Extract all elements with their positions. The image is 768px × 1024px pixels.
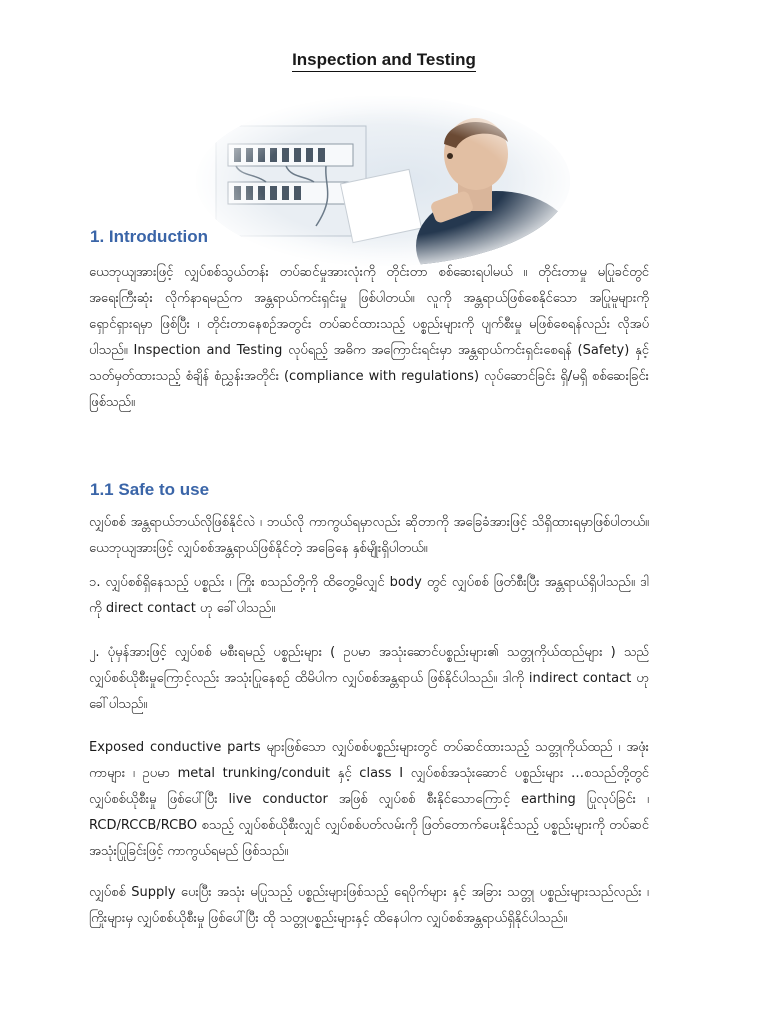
technician-photo-illustration	[196, 96, 570, 266]
safe-paragraph-4: Exposed conductive parts များဖြစ်သော လျှပ်စစ်ပစ္စည်းများတွင် တပ်ဆင်ထားသည့် သတ္တုကိုယ်ထည် ၊ အဖုံးကာများ ၊ ဥပမာ metal trunking/conduit နှင့် class I လျှပ်စစ်အသုံးဆောင် ပစ္စည်းများ …စသည်တို့တွင် လျှပ်စစ်ယိုစီးမှု ဖြစ်ပေါ်ပြီး live conductor အဖြစ် လျှပ်စစ် စီးနိုင်သောကြောင့် earthing ပြုလုပ်ခြင်း ၊ RCD/RCCB/RCBO စသည့် လျှပ်စစ်ယိုစီးလျှင် လျှပ်စစ်ပတ်လမ်းကို ဖြတ်တောက်ပေးနိုင်သည့် ပစ္စည်းများကို တပ်ဆင်အသုံးပြုခြင်းဖြင့် ကာကွယ်ရမည် ဖြစ်သည်။	[89, 740, 649, 859]
section-heading-safe-to-use: 1.1 Safe to use	[90, 480, 210, 499]
safe-paragraph-5: လျှပ်စစ် Supply ပေးပြီး အသုံး မပြုသည့် ပစ္စည်းများဖြစ်သည့် ရေပိုက်များ နှင့် အခြား သတ္တု ပစ္စည်းများသည်လည်း ၊ ကြိုးများမှ လျှပ်စစ်ယိုစီးမှု ဖြစ်ပေါ်ပြီး ထို သတ္တုပစ္စည်းများနှင့် ထိနေပါက လျှပ်စစ်အန္တရာယ်ရှိနိုင်ပါသည်။	[89, 885, 649, 926]
technician-photo	[196, 96, 570, 266]
safe-paragraph-2: ၁. လျှပ်စစ်ရှိနေသည့် ပစ္စည်း ၊ ကြိုး စသည်တို့ကို ထိတွေ့မိလျှင် body တွင် လျှပ်စစ် ဖြတ်စီးပြီး အန္တရာယ်ရှိပါသည်။ ဒါကို direct contact ဟု ခေါ်ပါသည်။	[89, 575, 649, 616]
intro-paragraph: ယေဘုယျအားဖြင့် လျှပ်စစ်သွယ်တန်း တပ်ဆင်မှုအားလုံးကို တိုင်းတာ စစ်ဆေးရပါမယ် ။ တိုင်းတာမှု မပြုခင်တွင် အရေးကြီးဆုံး လိုက်နာရမည်က အန္တရာယ်ကင်းရှင်းမှု ဖြစ်ပါတယ်။ လူကို အန္တရာယ်ဖြစ်စေနိုင်သော အပြုမူများကို ရှောင်ရှားရမှာ ဖြစ်ပြီး ၊ တိုင်းတာနေစဉ်အတွင်း တပ်ဆင်ထားသည့် ပစ္စည်းများကို ပျက်စီးမှု မဖြစ်စေရန်လည်း လိုအပ်ပါသည်။ Inspection and Testing လုပ်ရည့် အဓိက အကြောင်းရင်းမှာ အန္တရာယ်ကင်းရှင်းစေရန် (Safety) နှင့် သတ်မှတ်ထားသည့် စံချိန် စံညွှန်းအတိုင်း (compliance with regulations) လုပ်ဆောင်ခြင်း ရှိ/မရှိ စစ်ဆေးခြင်းဖြစ်သည်။	[89, 265, 649, 410]
safe-paragraph-1: လျှပ်စစ် အန္တရာယ်ဘယ်လိုဖြစ်နိုင်လဲ ၊ ဘယ်လို ကာကွယ်ရမှာလည်း ဆိုတာကို အခြေခံအားဖြင့် သိရှိထားရမှာဖြစ်ပါတယ်။ ယေဘုယျအားဖြင့် လျှပ်စစ်အန္တရာယ်ဖြစ်နိုင်တဲ့ အခြေနေ နှစ်မျိုးရှိပါတယ်။	[89, 515, 649, 556]
document-title: Inspection and Testing	[292, 50, 476, 72]
document-title-wrap	[0, 50, 768, 70]
safe-paragraph-3: ၂. ပုံမှန်အားဖြင့် လျှပ်စစ် မစီးရမည့် ပစ္စည်းများ ( ဥပမာ အသုံးဆောင်ပစ္စည်းများ၏ သတ္တုကိုယ်ထည်များ ) သည် လျှပ်စစ်ယိုစီးမှုကြောင့်လည်း အသုံးပြုနေစဉ် ထိမိပါက လျှပ်စစ်အန္တရာယ် ဖြစ်နိုင်ပါသည်။ ဒါကို indirect contact ဟုခေါ်ပါသည်။	[89, 645, 649, 712]
section-heading-introduction: 1. Introduction	[90, 227, 209, 246]
